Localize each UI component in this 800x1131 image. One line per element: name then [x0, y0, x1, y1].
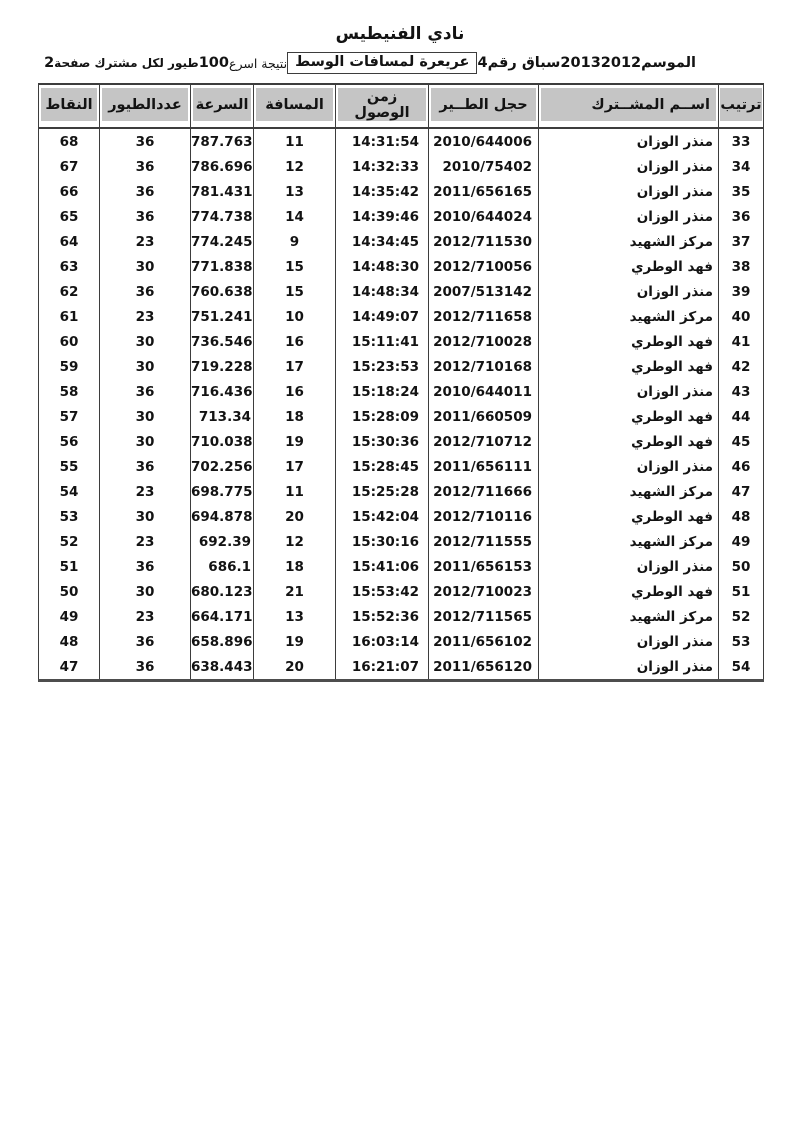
- cell-points: 49: [39, 604, 100, 629]
- cell-points: 57: [39, 404, 100, 429]
- table-row: [39, 229, 764, 254]
- cell-arrival-time: 15:11:41: [336, 329, 429, 354]
- cell-ring-number: 2012/710168: [429, 354, 539, 379]
- cell-ring-number: 2012/710023: [429, 579, 539, 604]
- cell-participant-name: فهد الوطري: [539, 404, 719, 429]
- race-number-value: 4: [477, 55, 488, 71]
- cell-speed: 787.763: [191, 128, 254, 154]
- cell-points: 52: [39, 529, 100, 554]
- cell-speed: 771.838: [191, 254, 254, 279]
- table-row: [39, 604, 764, 629]
- cell-distance: 15: [254, 254, 336, 279]
- cell-pigeon-count: 36: [100, 204, 191, 229]
- cell-ring-number: 2010/644006: [429, 128, 539, 154]
- cell-participant-name: منذر الوزان: [539, 128, 719, 154]
- cell-speed: 751.241: [191, 304, 254, 329]
- per-participant-label: طيور لكل مشترك صفحة: [54, 56, 199, 70]
- column-header-distance: المسافة: [254, 84, 336, 128]
- cell-rank: 33: [719, 128, 764, 154]
- cell-speed: 698.775: [191, 479, 254, 504]
- cell-points: 65: [39, 204, 100, 229]
- table-row: [39, 304, 764, 329]
- cell-speed: 694.878: [191, 504, 254, 529]
- table-row: [39, 204, 764, 229]
- cell-distance: 12: [254, 154, 336, 179]
- cell-rank: 47: [719, 479, 764, 504]
- cell-participant-name: فهد الوطري: [539, 329, 719, 354]
- cell-arrival-time: 16:21:07: [336, 654, 429, 681]
- cell-rank: 49: [719, 529, 764, 554]
- cell-arrival-time: 14:48:30: [336, 254, 429, 279]
- cell-participant-name: مركز الشهيد: [539, 604, 719, 629]
- cell-distance: 12: [254, 529, 336, 554]
- cell-ring-number: 2012/711530: [429, 229, 539, 254]
- cell-pigeon-count: 30: [100, 254, 191, 279]
- column-header-rank: ترتيب: [719, 84, 764, 128]
- cell-pigeon-count: 36: [100, 379, 191, 404]
- cell-pigeon-count: 36: [100, 128, 191, 154]
- cell-participant-name: منذر الوزان: [539, 654, 719, 681]
- cell-participant-name: مركز الشهيد: [539, 479, 719, 504]
- cell-speed: 774.245: [191, 229, 254, 254]
- cell-arrival-time: 14:32:33: [336, 154, 429, 179]
- cell-speed: 686.1: [191, 554, 254, 579]
- cell-participant-name: منذر الوزان: [539, 554, 719, 579]
- cell-pigeon-count: 36: [100, 279, 191, 304]
- cell-rank: 44: [719, 404, 764, 429]
- cell-rank: 54: [719, 654, 764, 681]
- cell-distance: 20: [254, 654, 336, 681]
- cell-arrival-time: 15:53:42: [336, 579, 429, 604]
- cell-distance: 16: [254, 379, 336, 404]
- cell-pigeon-count: 36: [100, 554, 191, 579]
- cell-pigeon-count: 30: [100, 579, 191, 604]
- season-value: 20132012: [560, 55, 642, 71]
- cell-points: 55: [39, 454, 100, 479]
- cell-participant-name: فهد الوطري: [539, 354, 719, 379]
- cell-ring-number: 2012/711658: [429, 304, 539, 329]
- cell-distance: 20: [254, 504, 336, 529]
- cell-distance: 17: [254, 454, 336, 479]
- cell-speed: 680.123: [191, 579, 254, 604]
- cell-participant-name: منذر الوزان: [539, 204, 719, 229]
- cell-ring-number: 2012/710056: [429, 254, 539, 279]
- cell-arrival-time: 14:39:46: [336, 204, 429, 229]
- cell-participant-name: منذر الوزان: [539, 179, 719, 204]
- cell-arrival-time: 14:34:45: [336, 229, 429, 254]
- cell-arrival-time: 14:49:07: [336, 304, 429, 329]
- cell-pigeon-count: 36: [100, 629, 191, 654]
- table-row: [39, 579, 764, 604]
- cell-ring-number: 2011/660509: [429, 404, 539, 429]
- cell-ring-number: 2010/644011: [429, 379, 539, 404]
- cell-arrival-time: 15:42:04: [336, 504, 429, 529]
- cell-distance: 18: [254, 404, 336, 429]
- cell-speed: 710.038: [191, 429, 254, 454]
- cell-arrival-time: 15:30:16: [336, 529, 429, 554]
- cell-arrival-time: 14:48:34: [336, 279, 429, 304]
- cell-speed: 664.171: [191, 604, 254, 629]
- cell-arrival-time: 15:41:06: [336, 554, 429, 579]
- column-header-arrival-time: زمن الوصول: [336, 84, 429, 128]
- cell-points: 62: [39, 279, 100, 304]
- cell-ring-number: 2011/656165: [429, 179, 539, 204]
- cell-pigeon-count: 30: [100, 504, 191, 529]
- cell-speed: 774.738: [191, 204, 254, 229]
- cell-ring-number: 2010/644024: [429, 204, 539, 229]
- table-row: [39, 429, 764, 454]
- cell-distance: 15: [254, 279, 336, 304]
- cell-rank: 45: [719, 429, 764, 454]
- cell-rank: 50: [719, 554, 764, 579]
- cell-arrival-time: 15:30:36: [336, 429, 429, 454]
- cell-speed: 713.34: [191, 404, 254, 429]
- page-title: نادي الفنيطيس: [335, 24, 465, 44]
- season-label: الموسم: [641, 55, 696, 71]
- cell-points: 60: [39, 329, 100, 354]
- cell-speed: 716.436: [191, 379, 254, 404]
- cell-distance: 21: [254, 579, 336, 604]
- table-row: [39, 154, 764, 179]
- cell-rank: 39: [719, 279, 764, 304]
- cell-ring-number: 2012/711666: [429, 479, 539, 504]
- cell-rank: 42: [719, 354, 764, 379]
- cell-distance: 18: [254, 554, 336, 579]
- cell-distance: 13: [254, 179, 336, 204]
- cell-arrival-time: 15:28:09: [336, 404, 429, 429]
- cell-arrival-time: 15:23:53: [336, 354, 429, 379]
- cell-participant-name: فهد الوطري: [539, 254, 719, 279]
- cell-rank: 40: [719, 304, 764, 329]
- cell-participant-name: منذر الوزان: [539, 154, 719, 179]
- cell-speed: 638.443: [191, 654, 254, 681]
- race-number-label: سباق رقم: [487, 55, 561, 71]
- cell-participant-name: منذر الوزان: [539, 629, 719, 654]
- race-name-box: عريعرة لمسافات الوسط: [287, 52, 477, 74]
- cell-distance: 19: [254, 429, 336, 454]
- table-row: [39, 354, 764, 379]
- cell-rank: 34: [719, 154, 764, 179]
- cell-rank: 37: [719, 229, 764, 254]
- cell-pigeon-count: 23: [100, 479, 191, 504]
- table-row: [39, 529, 764, 554]
- cell-rank: 53: [719, 629, 764, 654]
- cell-speed: 658.896: [191, 629, 254, 654]
- column-header-points: النقاط: [39, 84, 100, 128]
- table-row: [39, 254, 764, 279]
- page-number-value: 2: [44, 55, 55, 71]
- cell-rank: 46: [719, 454, 764, 479]
- cell-speed: 702.256: [191, 454, 254, 479]
- cell-ring-number: 2010/75402: [429, 154, 539, 179]
- cell-ring-number: 2011/656120: [429, 654, 539, 681]
- cell-rank: 51: [719, 579, 764, 604]
- cell-ring-number: 2012/710116: [429, 504, 539, 529]
- cell-points: 54: [39, 479, 100, 504]
- cell-pigeon-count: 36: [100, 654, 191, 681]
- table-row: [39, 179, 764, 204]
- cell-ring-number: 2011/656111: [429, 454, 539, 479]
- cell-distance: 19: [254, 629, 336, 654]
- table-row: [39, 279, 764, 304]
- table-row: [39, 128, 764, 154]
- column-header-participant-name: اســم المشــترك: [539, 84, 719, 128]
- cell-arrival-time: 15:18:24: [336, 379, 429, 404]
- cell-points: 50: [39, 579, 100, 604]
- cell-rank: 36: [719, 204, 764, 229]
- cell-distance: 13: [254, 604, 336, 629]
- table-row: [39, 629, 764, 654]
- cell-points: 64: [39, 229, 100, 254]
- cell-pigeon-count: 36: [100, 154, 191, 179]
- cell-points: 66: [39, 179, 100, 204]
- cell-pigeon-count: 36: [100, 179, 191, 204]
- cell-distance: 10: [254, 304, 336, 329]
- cell-speed: 736.546: [191, 329, 254, 354]
- cell-pigeon-count: 30: [100, 404, 191, 429]
- table-row: [39, 329, 764, 354]
- cell-participant-name: فهد الوطري: [539, 504, 719, 529]
- cell-ring-number: 2012/710028: [429, 329, 539, 354]
- cell-distance: 16: [254, 329, 336, 354]
- result-fastest-label: نتيجة اسرع: [228, 55, 288, 71]
- column-header-speed: السرعة: [191, 84, 254, 128]
- cell-participant-name: منذر الوزان: [539, 454, 719, 479]
- cell-ring-number: 2011/656153: [429, 554, 539, 579]
- cell-participant-name: مركز الشهيد: [539, 529, 719, 554]
- cell-points: 58: [39, 379, 100, 404]
- cell-rank: 38: [719, 254, 764, 279]
- cell-points: 67: [39, 154, 100, 179]
- table-header-row: [39, 84, 764, 128]
- cell-points: 53: [39, 504, 100, 529]
- cell-arrival-time: 15:28:45: [336, 454, 429, 479]
- cell-speed: 786.696: [191, 154, 254, 179]
- cell-pigeon-count: 36: [100, 454, 191, 479]
- cell-distance: 9: [254, 229, 336, 254]
- cell-rank: 41: [719, 329, 764, 354]
- table-row: [39, 504, 764, 529]
- cell-speed: 692.39: [191, 529, 254, 554]
- column-header-ring-number: حجل الطــير: [429, 84, 539, 128]
- column-header-pigeon-count: عددالطيور: [100, 84, 191, 128]
- cell-pigeon-count: 23: [100, 604, 191, 629]
- cell-pigeon-count: 23: [100, 304, 191, 329]
- table-row: [39, 404, 764, 429]
- cell-pigeon-count: 30: [100, 429, 191, 454]
- cell-points: 56: [39, 429, 100, 454]
- cell-speed: 781.431: [191, 179, 254, 204]
- cell-participant-name: فهد الوطري: [539, 579, 719, 604]
- cell-participant-name: فهد الوطري: [539, 429, 719, 454]
- cell-ring-number: 2012/711555: [429, 529, 539, 554]
- cell-arrival-time: 14:35:42: [336, 179, 429, 204]
- cell-rank: 52: [719, 604, 764, 629]
- cell-arrival-time: 14:31:54: [336, 128, 429, 154]
- cell-ring-number: 2012/710712: [429, 429, 539, 454]
- cell-speed: 719.228: [191, 354, 254, 379]
- cell-rank: 35: [719, 179, 764, 204]
- cell-points: 63: [39, 254, 100, 279]
- cell-participant-name: مركز الشهيد: [539, 304, 719, 329]
- cell-points: 51: [39, 554, 100, 579]
- cell-pigeon-count: 23: [100, 529, 191, 554]
- results-table: [38, 83, 764, 682]
- cell-distance: 17: [254, 354, 336, 379]
- cell-participant-name: مركز الشهيد: [539, 229, 719, 254]
- birds-count-value: 100: [198, 55, 229, 71]
- table-row: [39, 554, 764, 579]
- cell-rank: 43: [719, 379, 764, 404]
- cell-pigeon-count: 30: [100, 329, 191, 354]
- cell-ring-number: 2012/711565: [429, 604, 539, 629]
- cell-arrival-time: 15:25:28: [336, 479, 429, 504]
- cell-rank: 48: [719, 504, 764, 529]
- cell-points: 59: [39, 354, 100, 379]
- cell-participant-name: منذر الوزان: [539, 279, 719, 304]
- cell-points: 61: [39, 304, 100, 329]
- cell-distance: 11: [254, 128, 336, 154]
- cell-points: 47: [39, 654, 100, 681]
- cell-ring-number: 2011/656102: [429, 629, 539, 654]
- table-row: [39, 479, 764, 504]
- table-row: [39, 654, 764, 681]
- cell-distance: 11: [254, 479, 336, 504]
- cell-pigeon-count: 30: [100, 354, 191, 379]
- table-row: [39, 379, 764, 404]
- cell-pigeon-count: 23: [100, 229, 191, 254]
- cell-arrival-time: 16:03:14: [336, 629, 429, 654]
- cell-speed: 760.638: [191, 279, 254, 304]
- cell-distance: 14: [254, 204, 336, 229]
- cell-points: 68: [39, 128, 100, 154]
- table-row: [39, 454, 764, 479]
- cell-ring-number: 2007/513142: [429, 279, 539, 304]
- cell-participant-name: منذر الوزان: [539, 379, 719, 404]
- cell-points: 48: [39, 629, 100, 654]
- report-subheader: [0, 52, 800, 74]
- cell-arrival-time: 15:52:36: [336, 604, 429, 629]
